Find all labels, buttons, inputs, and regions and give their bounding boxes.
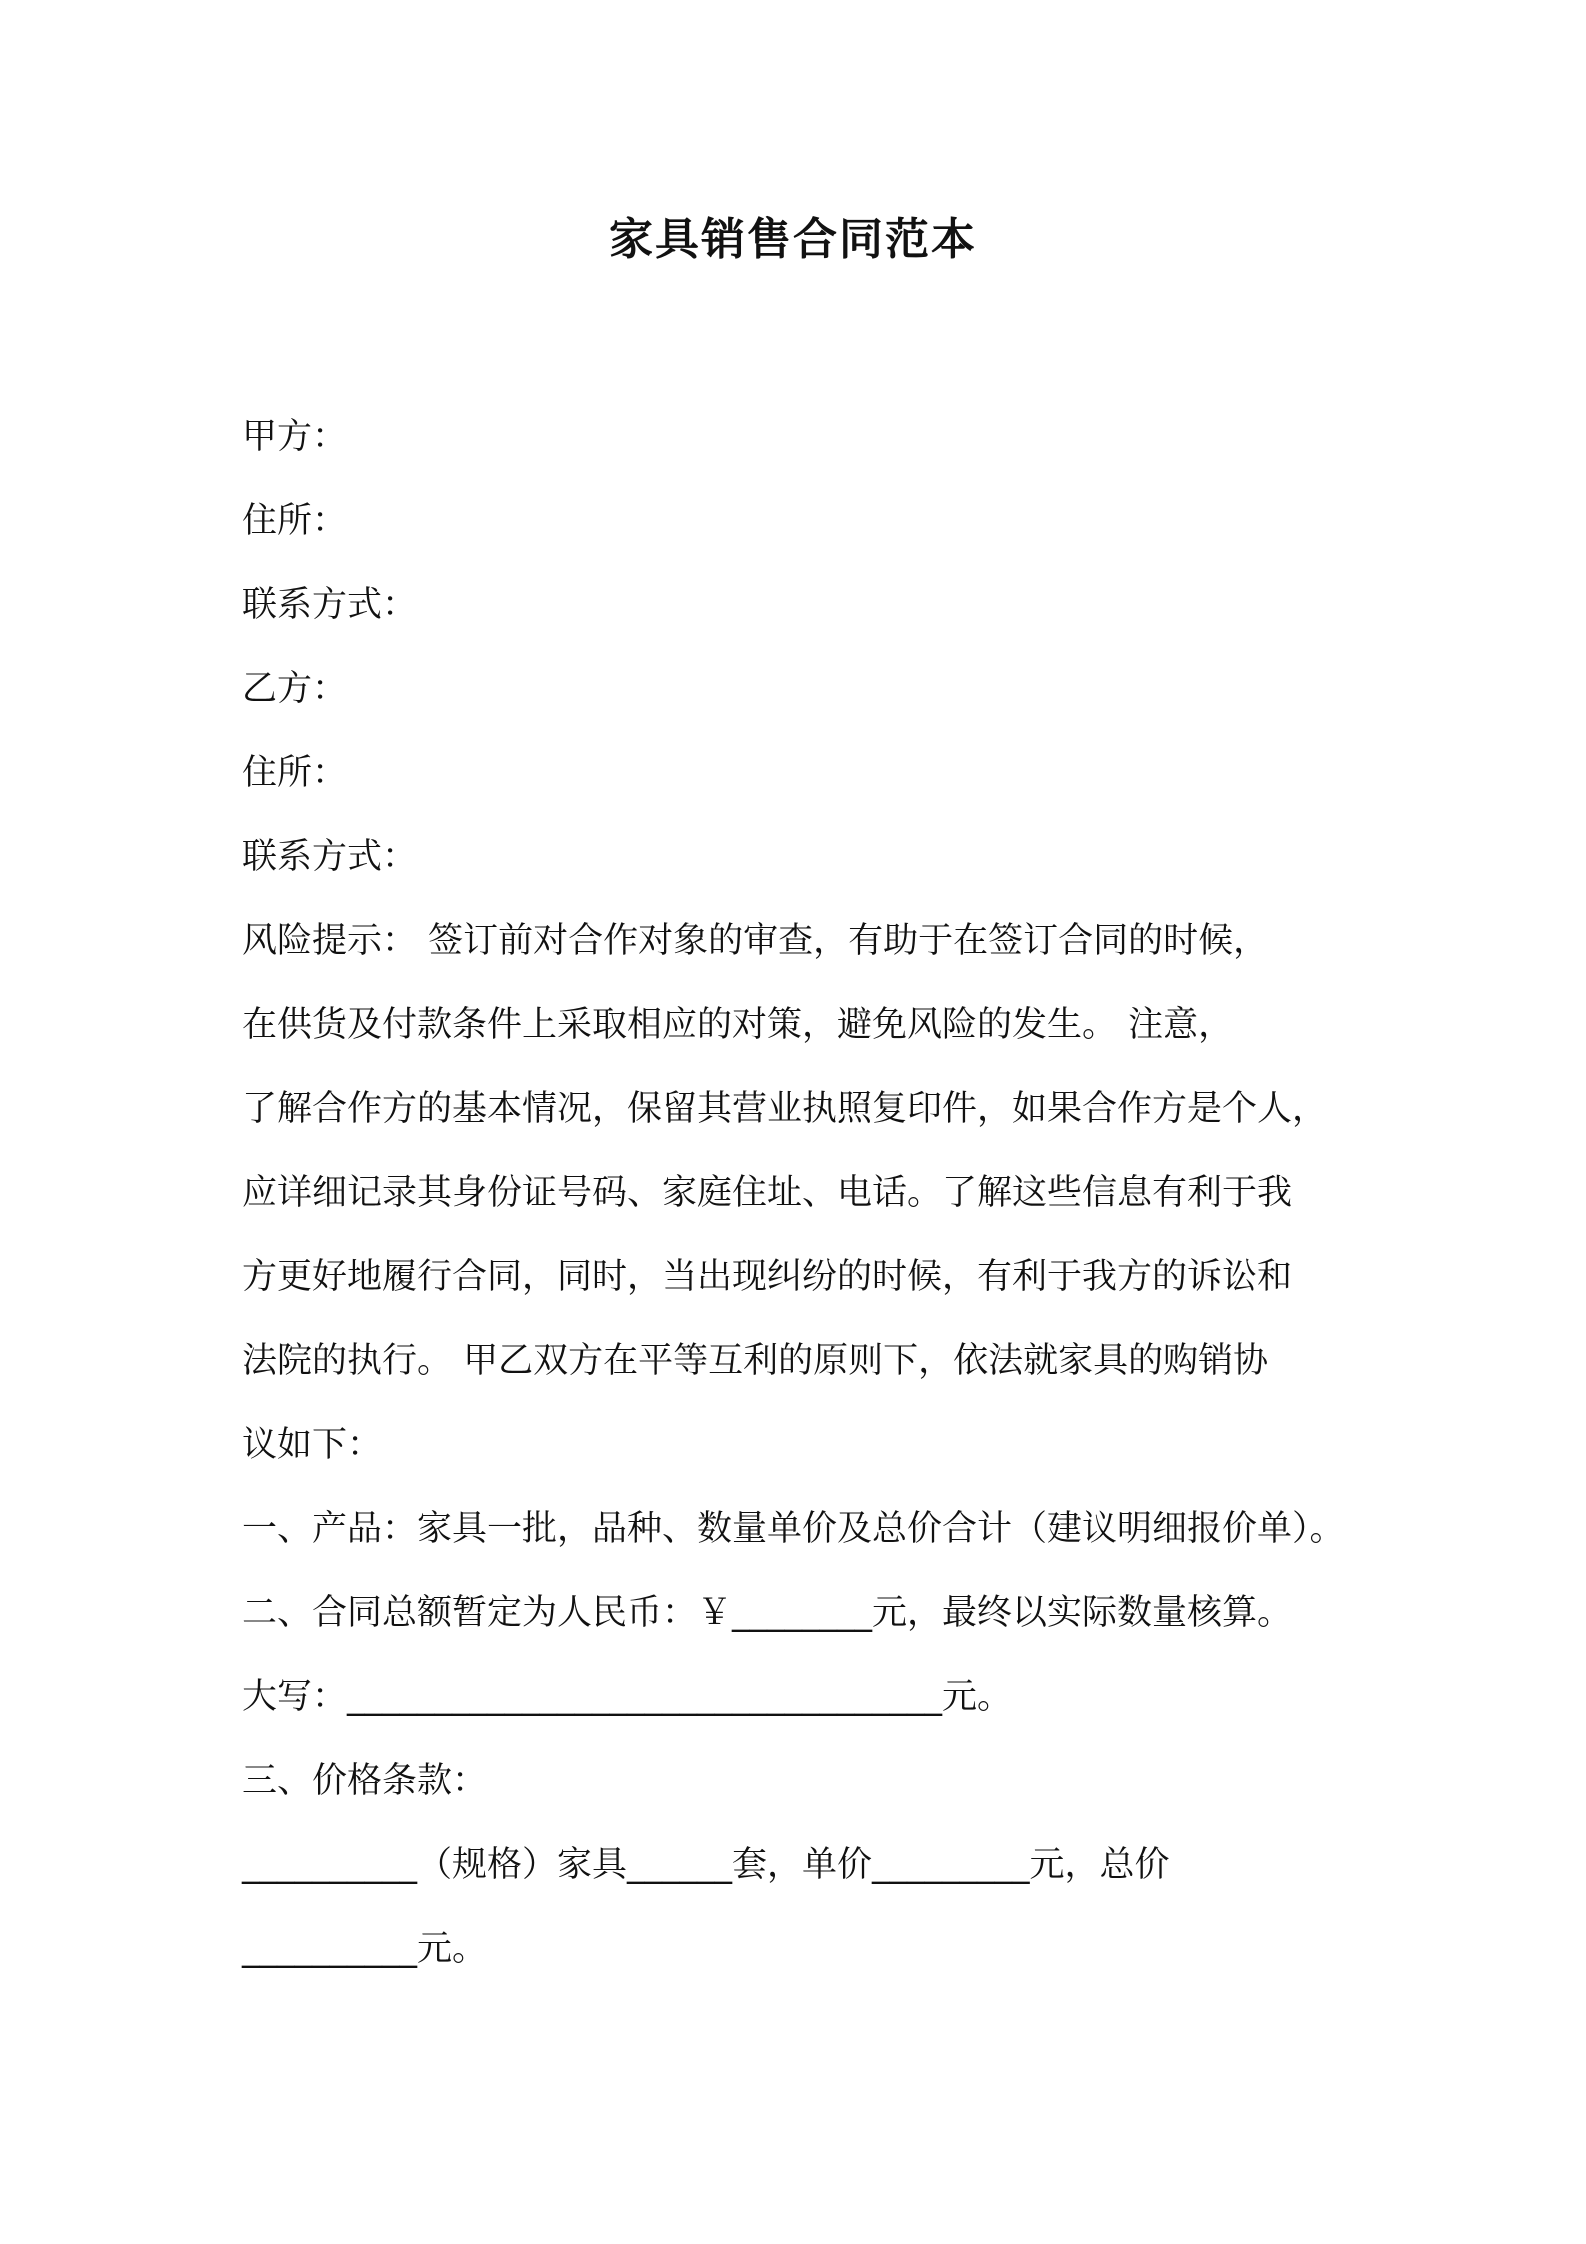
document-title: 家具销售合同范本 — [609, 214, 977, 265]
risk-line-3: 了解合作方的基本情况，保留其营业执照复印件，如果合作方是个人， — [242, 1089, 1328, 1129]
party-b-label: 乙方： — [242, 669, 348, 709]
clause-1: 一、产品：家具一批，品种、数量单价及总价合计（建议明细报价单）。 — [242, 1509, 1345, 1549]
risk-line-2: 在供货及付款条件上采取相应的对策，避免风险的发生。 注意， — [242, 1005, 1234, 1045]
clause-2: 二、合同总额暂定为人民币：￥________元，最终以实际数量核算。 — [242, 1593, 1293, 1633]
risk-line-5: 方更好地履行合同，同时，当出现纠纷的时候，有利于我方的诉讼和 — [242, 1257, 1293, 1297]
party-a-label: 甲方： — [242, 417, 348, 457]
risk-line-7: 议如下： — [242, 1425, 383, 1465]
risk-line-1: 风险提示： 签订前对合作对象的审查，有助于在签订合同的时候， — [242, 921, 1269, 961]
risk-line-6: 法院的执行。 甲乙双方在平等互利的原则下，依法就家具的购销协 — [242, 1341, 1269, 1381]
clause-3-line-1: __________（规格）家具______套，单价_________元，总价 — [242, 1845, 1170, 1885]
party-b-contact-label: 联系方式： — [242, 837, 418, 877]
clause-3-line-2: __________元。 — [242, 1929, 488, 1969]
amount-in-words: 大写：__________________________________元。 — [242, 1677, 1013, 1717]
party-a-address-label: 住所： — [242, 501, 348, 541]
risk-line-4: 应详细记录其身份证号码、家庭住址、电话。了解这些信息有利于我 — [242, 1173, 1293, 1213]
party-b-address-label: 住所： — [242, 753, 348, 793]
party-a-contact-label: 联系方式： — [242, 585, 418, 625]
clause-3-heading: 三、价格条款： — [242, 1761, 488, 1801]
